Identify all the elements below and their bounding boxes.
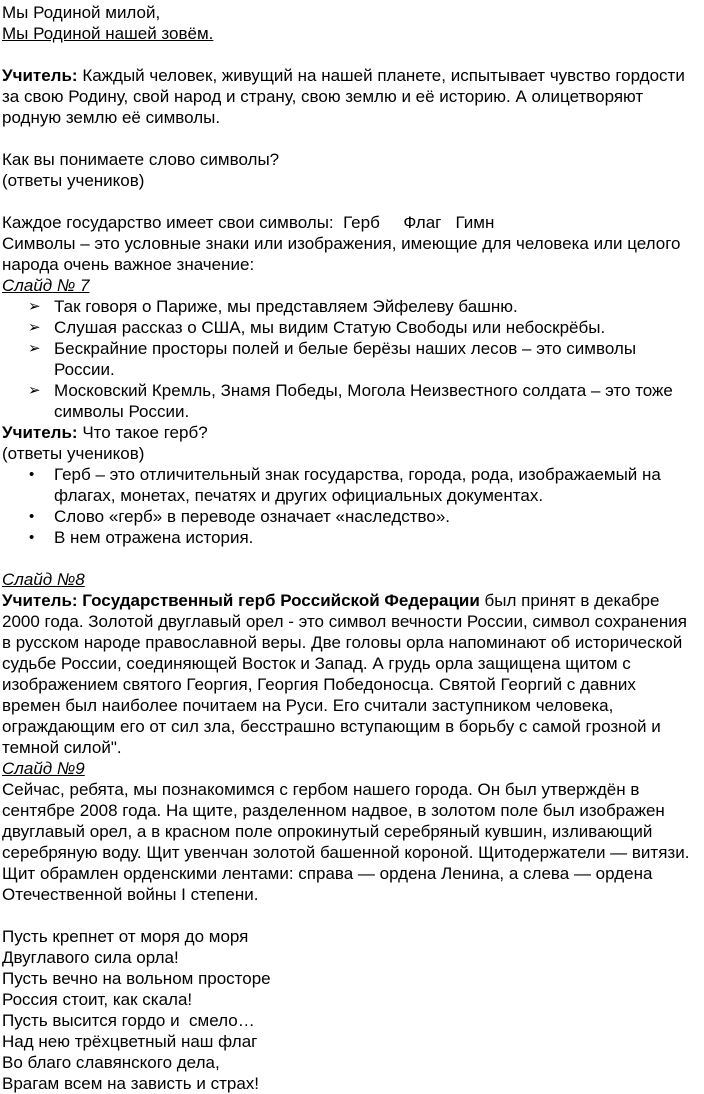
slide-8-text: был принят в декабре 2000 года. Золотой двуглавый орел - это символ вечности России, символ сохранения в русском народе православной веры. Две головы орла напоминают об исторической судьбе России, соединяющей Восток и Запад. А грудь орла защищена щитом с изображением святого Георгия, Георгия Победоносца. Святой Георгий с давних времен был наиболее почитаем на Руси. Его считали заступником человека, ограждающим его от сил зла, бесстрашно вступающим в борьбу с самой грозной и темной силой". [2,591,687,757]
symbols-question: Как вы понимаете слово символы? [2,150,280,169]
list-item: ➢ Слушая рассказ о США, мы видим Статую Свободы или небоскрёбы. [28,318,606,337]
symbols-definition: Символы – это условные знаки или изображения, имеющие для человека или целого народа очень важное значение: [2,234,681,274]
list-item: • В нем отражена история. [29,528,254,547]
intro-line-1: Мы Родиной милой, [2,3,161,22]
spacer [2,128,696,149]
poem-line: Над нею трёхцветный наш флаг [2,1032,258,1051]
dot-bullet-icon: • [29,529,35,546]
poem-line: Во благо славянского дела, [2,1053,220,1072]
teacher-text: Каждый человек, живущий на нашей планете, испытывает чувство гордости за свою Родину, свой народ и страну, свою землю и её историю. А олицетворяют родную землю её символы. [2,66,685,127]
spacer [2,44,696,65]
poem-line: Врагам всем на зависть и страх! [2,1074,259,1093]
teacher-paragraph-1 [2,65,696,128]
teacher-question: Что такое герб? [77,423,208,442]
arrow-bullet-icon: ➢ [28,340,41,357]
poem [2,926,696,1094]
symbols-line: Каждое государство имеет свои символы: Герб Флаг Гимн [2,213,495,232]
poem-line: Двуглавого сила орла! [2,948,179,967]
list-item: • Герб – это отличительный знак государства, города, рода, изображаемый на флагах, монетах, печатях и других официальных документах. [29,465,661,505]
student-answers-note: (ответы учеников) [2,171,145,190]
intro-line-2: Мы Родиной нашей зовём. [2,24,214,43]
list-item: ➢ Московский Кремль, Знамя Победы, Могола Неизвестного солдата – это тоже символы России. [28,381,673,421]
poem-line: Пусть крепнет от моря до моря [2,927,249,946]
teacher-paragraph-2 [2,422,696,443]
slide-7-list [2,296,696,422]
arrow-bullet-icon: ➢ [28,382,41,399]
dot-bullet-icon: • [29,466,35,483]
slide-8-paragraph [2,590,696,758]
poem-line: Россия стоит, как скала! [2,990,193,1009]
slide-8-title: Слайд №8 [2,570,85,589]
spacer [2,905,696,926]
list-item: ➢ Так говоря о Париже, мы представляем Эйфелеву башню. [28,297,518,316]
spacer [2,191,696,212]
slide-7-title: Слайд № 7 [2,276,90,295]
slide-8-label: Учитель: Государственный герб Российской Федерации [2,591,480,610]
teacher-label: Учитель: [2,423,78,442]
slide-9-paragraph: Сейчас, ребята, мы познакомимся с гербом нашего города. Он был утверждён в сентябре 2008 года. На щите, разделенном надвое, в золотом поле был изображен двуглавый орел, а в красном поле опрокинутый серебряный кувшин, изливающий серебряную воду. Щит увенчан золотой башенной короной. Щитодержатели — витязи. Щит обрамлен орденскими лентами: справа — ордена Ленина, а слева — ордена Отечественной войны I степени. [2,780,690,904]
teacher-label: Учитель: [2,66,78,85]
dot-bullet-icon: • [29,508,35,525]
spacer [2,548,696,569]
gerb-list [2,464,696,548]
poem-line: Пусть вечно на вольном просторе [2,969,271,988]
arrow-bullet-icon: ➢ [28,319,41,336]
slide-9-title: Слайд №9 [2,759,85,778]
list-item: • Слово «герб» в переводе означает «наследство». [29,507,451,526]
student-answers-note: (ответы учеников) [2,444,145,463]
poem-line: Пусть высится гордо и смело… [2,1011,255,1030]
list-item: ➢ Бескрайние просторы полей и белые берёзы наших лесов – это символы России. [28,339,637,379]
arrow-bullet-icon: ➢ [28,298,41,315]
